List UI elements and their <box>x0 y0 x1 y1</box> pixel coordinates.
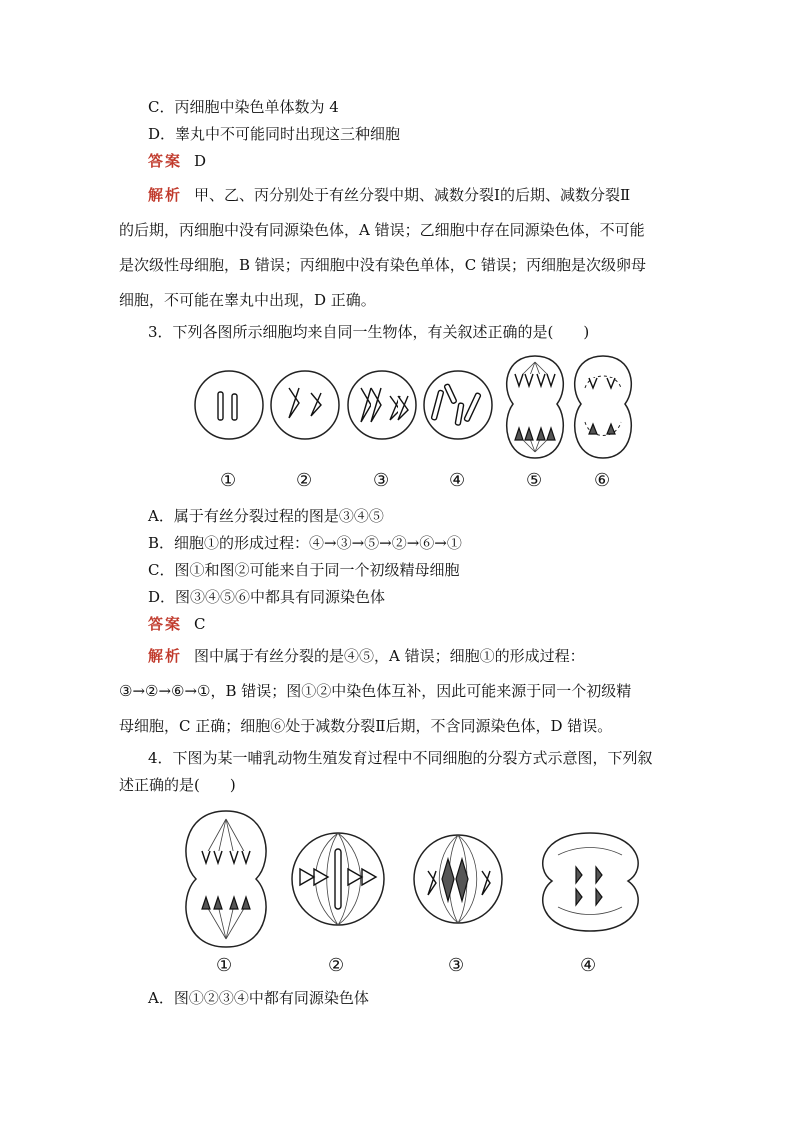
q3-cell-figure <box>185 348 645 498</box>
answer-value: D <box>194 152 207 170</box>
q4-option-a: A．图①②③④中都有同源染色体 <box>148 989 369 1007</box>
q4-stem-line-2: 述正确的是( ) <box>119 776 236 794</box>
q3-cell-2 <box>271 371 339 439</box>
q3-figure-label-5: ⑤ <box>526 470 543 491</box>
q2-option-c: C．丙细胞中染色单体数为 4 <box>148 98 339 116</box>
q4-cell-4 <box>543 833 638 931</box>
q2-option-d: D．睾丸中不可能同时出现这三种细胞 <box>148 125 401 143</box>
q3-figure-label-6: ⑥ <box>594 470 611 491</box>
q4-figure-label-3: ③ <box>448 955 465 976</box>
q3-option-c: C．图①和图②可能来自于同一个初级精母细胞 <box>148 561 460 579</box>
q3-cell-4 <box>424 371 492 439</box>
answer-value: C <box>194 615 206 633</box>
q3-figure-label-2: ② <box>296 470 313 491</box>
q3-answer <box>148 614 206 634</box>
q3-stem: 3．下列各图所示细胞均来自同一生物体，有关叙述正确的是( ) <box>148 323 590 341</box>
q3-option-d: D．图③④⑤⑥中都具有同源染色体 <box>148 588 386 606</box>
q4-cell-3 <box>414 835 502 923</box>
q3-cell-1 <box>195 371 263 439</box>
q4-figure-label-1: ① <box>216 955 233 976</box>
analysis-text: 图中属于有丝分裂的是④⑤，A 错误；细胞①的形成过程： <box>194 647 585 665</box>
q4-cell-1 <box>186 811 266 947</box>
q3-analysis-line-2: ③→②→⑥→①，B 错误；图①②中染色体互补，因此可能来源于同一个初级精 <box>119 682 632 700</box>
q3-cell-3 <box>348 371 416 439</box>
q4-cell-figure <box>178 805 648 980</box>
q3-analysis-line-1 <box>148 646 585 666</box>
q3-figure-label-4: ④ <box>449 470 466 491</box>
answer-label: 答案 <box>148 615 183 633</box>
q2-analysis-line-4: 细胞，不可能在睾丸中出现，D 正确。 <box>119 291 376 309</box>
analysis-label: 解析 <box>148 186 183 204</box>
q3-cell-5 <box>507 356 564 458</box>
q2-answer <box>148 151 206 171</box>
analysis-text: 甲、乙、丙分别处于有丝分裂中期、减数分裂Ⅰ的后期、减数分裂Ⅱ <box>194 186 631 204</box>
q2-analysis-line-3: 是次级性母细胞，B 错误；丙细胞中没有染色单体，C 错误；丙细胞是次级卵母 <box>119 256 647 274</box>
q4-figure-label-4: ④ <box>580 955 597 976</box>
q2-analysis-line-2: 的后期，丙细胞中没有同源染色体，A 错误；乙细胞中存在同源染色体，不可能 <box>119 221 645 239</box>
q3-figure-label-1: ① <box>220 470 237 491</box>
analysis-label: 解析 <box>148 647 183 665</box>
q3-cell-6 <box>575 356 632 458</box>
q4-stem-line-1: 4．下图为某一哺乳动物生殖发育过程中不同细胞的分裂方式示意图，下列叙 <box>148 749 653 767</box>
q3-option-a: A．属于有丝分裂过程的图是③④⑤ <box>148 507 384 525</box>
answer-label: 答案 <box>148 152 183 170</box>
q3-analysis-line-3: 母细胞，C 正确；细胞⑥处于减数分裂Ⅱ后期，不含同源染色体，D 错误。 <box>119 717 613 735</box>
q3-figure-label-3: ③ <box>373 470 390 491</box>
q2-analysis-line-1 <box>148 185 630 205</box>
q4-figure-label-2: ② <box>328 955 345 976</box>
q4-cell-2 <box>292 833 384 925</box>
q3-option-b: B．细胞①的形成过程：④→③→⑤→②→⑥→① <box>148 534 462 552</box>
